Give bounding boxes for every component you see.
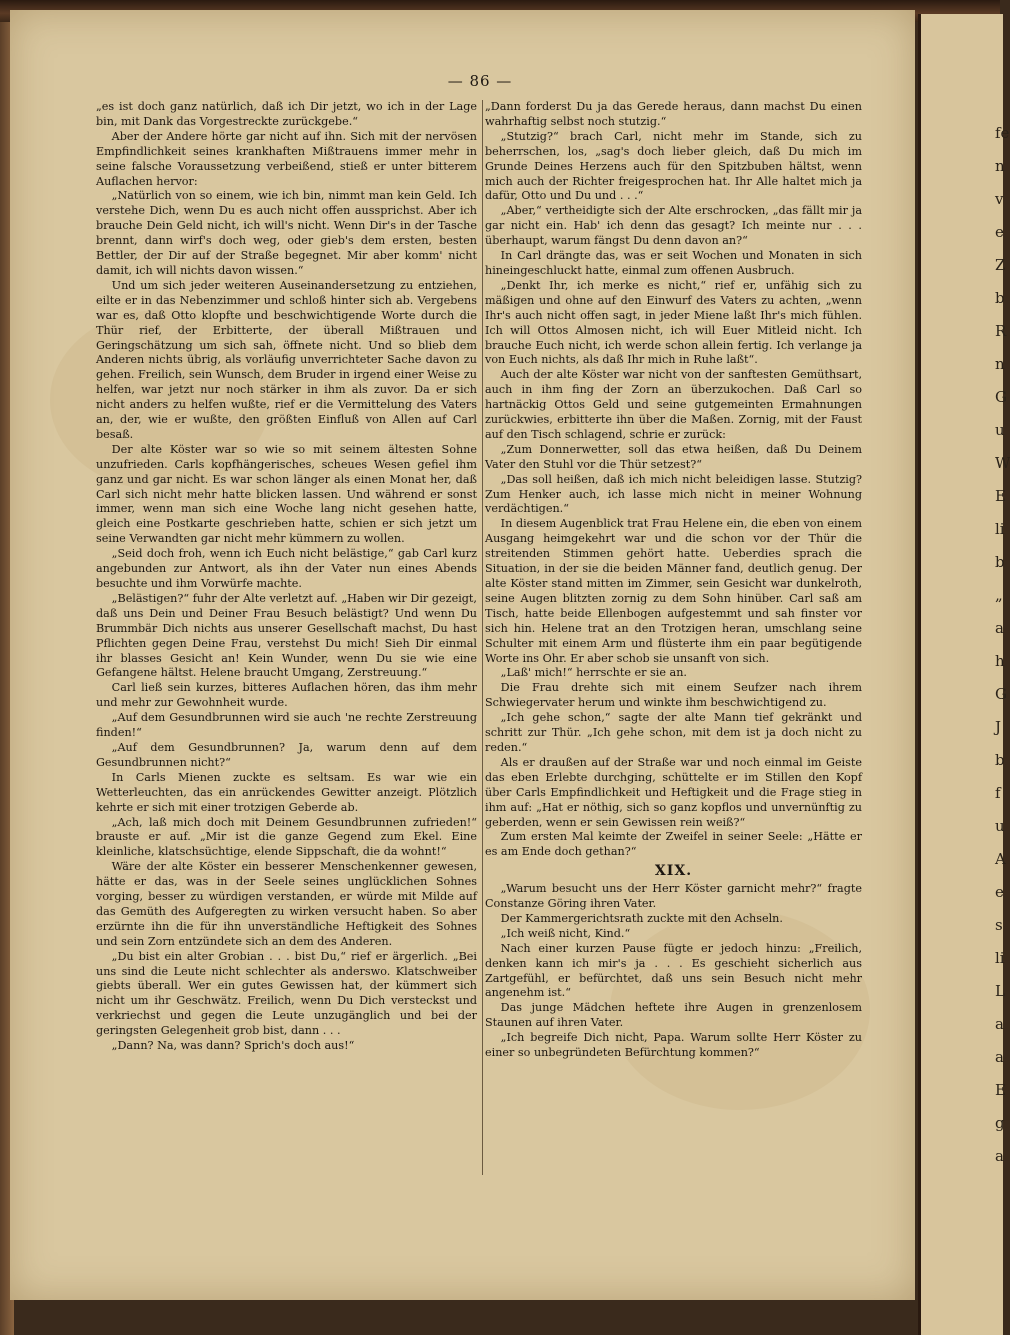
paragraph: „Ich gehe schon,“ sagte der alte Mann tief gekränkt und schritt zur Thür. „Ich gehe schon, mit dem ist ja doch nicht zu reden.“ [485,711,862,754]
paragraph: „es ist doch ganz natürlich, daß ich Dir jetzt, wo ich in der Lage bin, mit Dank das Vorgestreckte zurückgebe.“ [96,100,477,128]
next-page-text-fragment: e [995,883,1004,901]
next-page-text-fragment: J [995,718,1002,736]
paragraph: Wäre der alte Köster ein besserer Menschenkenner gewesen, hätte er das, was in der Seele seines unglücklichen Sohnes vorging, besser zu würdigen verstanden, er würde mit Milde auf das Gemüth des Aufgeregten zu wirken versucht haben. So aber erzürnte ihn die für ihn unverständliche Heftigkeit des Sohnes und sein Zorn entzündete sich an dem des Anderen. [96,860,477,948]
paragraph: „Aber,“ vertheidigte sich der Alte erschrocken, „das fällt mir ja gar nicht ein. Hab' ich denn das gesagt? Ich meinte nur . . . überhaupt, warum fängst Du denn davon an?“ [485,204,862,248]
next-page-text-fragment: a [995,619,1004,637]
text-column-right [485,100,862,1175]
next-page-text-fragment: fe [995,124,1010,142]
paragraph: „Seid doch froh, wenn ich Euch nicht belästige,“ gab Carl kurz angebunden zur Antwort, als ihn der Vater nun eines Abends besuchte und ihm Vorwürfe machte. [96,547,477,590]
paragraph: „Dann forderst Du ja das Gerede heraus, dann machst Du einen wahrhaftig selbst noch stutzig.“ [485,100,862,128]
paragraph: Carl ließ sein kurzes, bitteres Auflachen hören, das ihm mehr und mehr zur Gewohnheit wurde. [96,681,477,710]
paragraph: In diesem Augenblick trat Frau Helene ein, die eben von einem Ausgang heimgekehrt war und die schon vor der Thür die streitenden Stimmen gehört hatte. Ueberdies sprach die Situation, in der sie die beiden Männer fand, deutlich genug. Der alte Köster stand mitten im Zimmer, sein Gesicht war dunkelroth, seine Augen blitzten zornig zu dem Sohn hinüber. Carl saß am Tisch, hatte beide Ellenbogen aufgestemmt und sah finster vor sich hin. Helene trat an den Trotzigen heran, umschlang seine Schulter mit einem Arm und flüsterte ihm ein paar begütigende Worte ins Ohr. Er aber schob sie unsanft von sich. [485,517,862,665]
next-page-text-fragment: b [995,751,1005,769]
next-page-text-fragment: Z [995,256,1006,274]
next-page-text-fragment: R [995,322,1007,340]
next-page-text-fragment: e [995,223,1004,241]
next-page-text-fragment: E [995,487,1006,505]
next-page-text-fragment: a [995,1015,1004,1033]
paragraph: „Natürlich von so einem, wie ich bin, nimmt man kein Geld. Ich verstehe Dich, wenn Du es auch nicht offen aussprichst. Aber ich brauche Dein Geld nicht, ich will's nicht. Wenn Dir's in der Tasche brennt, dann wirf's doch weg, oder gieb's dem ersten, besten Bettler, der Dir auf der Straße begegnet. Mir aber komm' nicht damit, ich will nichts davon wissen.“ [96,189,477,277]
next-page-text-fragment: v [995,190,1004,208]
chapter-heading: XIX. [654,863,693,880]
next-page-text-fragment: u [995,421,1005,439]
next-page-text-fragment: L [995,982,1005,1000]
next-page-text-fragment: W [995,454,1010,472]
next-page-text-fragment: n [995,157,1005,175]
next-page-text-fragment: G [995,685,1007,703]
next-page-text-fragment: A [995,850,1006,868]
paragraph: Die Frau drehte sich mit einem Seufzer nach ihrem Schwiegervater herum und winkte ihm beschwichtigend zu. [485,681,862,710]
paragraph: „Ich begreife Dich nicht, Papa. Warum sollte Herr Köster zu einer so unbegründeten Befürchtung kommen?“ [485,1031,862,1060]
next-page-text-fragment: g [995,1114,1005,1132]
next-page-text-fragment: G [995,388,1007,406]
paragraph: In Carl drängte das, was er seit Wochen und Monaten in sich hineingeschluckt hatte, einmal zum offenen Ausbruch. [485,249,862,277]
paragraph: „Du bist ein alter Grobian . . . bist Du,“ rief er ärgerlich. „Bei uns sind die Leute nicht schlechter als anderswo. Klatschweiber giebts überall. Wer ein gutes Gewissen hat, der kümmert sich nicht um ihr Geschwätz. Freilich, wenn Du Dich versteckst und verkriechst und gegen die Leute unzugänglich und bei der geringsten Gelegenheit grob bist, dann . . . [96,949,477,1038]
paragraph: Der alte Köster war so wie so mit seinem ältesten Sohne unzufrieden. Carls kopfhängerisches, scheues Wesen gefiel ihm ganz und gar nicht. Es war schon länger als einen Monat her, daß Carl sich nicht mehr hatte blicken lassen. Und während er sonst immer, wenn man sich eine Woche lang nicht gesehen hatte, gleich eine Postkarte geschrieben hatte, schien er sich jetzt um seine Verwandten gar nicht mehr kümmern zu wollen. [96,442,477,546]
next-page-text-fragment: s [995,916,1003,934]
paragraph: „Denkt Ihr, ich merke es nicht,“ rief er, unfähig sich zu mäßigen und ohne auf den Einwurf des Vaters zu achten, „wenn Ihr's auch nicht offen sagt, in jeder Miene laßt Ihr's mich fühlen. Ich will Ottos Almosen nicht, ich will Euer Mitleid nicht. Ich brauche Euch nicht, ich werde schon allein fertig. Ich verlange ja von Euch nichts, als daß Ihr mich in Ruhe laßt“. [485,278,862,367]
paragraph: Nach einer kurzen Pause fügte er jedoch hinzu: „Freilich, denken kann ich mir's ja . . . Es geschieht sicherlich aus Zartgefühl, er befürchtet, daß uns sein Besuch nicht mehr angenehm ist.“ [485,941,862,1000]
next-page-text-fragment: a [995,1147,1004,1165]
next-page-text-fragment: li [995,520,1005,538]
paragraph: „Laß' mich!“ herrschte er sie an. [500,666,687,680]
paragraph: „Zum Donnerwetter, soll das etwa heißen, daß Du Deinem Vater den Stuhl vor die Thür setzest?“ [485,442,862,471]
paragraph: „Warum besucht uns der Herr Köster garnicht mehr?“ fragte Constanze Göring ihren Vater. [485,882,862,911]
next-page-text-fragment: h [995,652,1005,670]
paragraph: „Auf dem Gesundbrunnen wird sie auch 'ne rechte Zerstreuung finden!“ [96,711,477,740]
paragraph: Aber der Andere hörte gar nicht auf ihn. Sich mit der nervösen Empfindlichkeit seines krankhaften Mißtrauens immer mehr in seine falsche Voraussetzung verbeißend, stieß er unter bitterem Auflachen hervor: [96,129,477,188]
page-number: — 86 — [447,72,513,90]
next-page-text-fragment: li [995,949,1005,967]
paragraph: Der Kammergerichtsrath zuckte mit den Achseln. [500,911,783,925]
paragraph: „Stutzig?“ brach Carl, nicht mehr im Stande, sich zu beherrschen, los, „sag's doch lieber gleich, daß Du mich im Grunde Deines Herzens auch für den Spitzbuben hältst, wenn mich auch der Richter freigesprochen hat. Ihr Alle haltet mich ja dafür, Otto und Du und . . .“ [485,129,862,203]
next-page-text-fragment: b [995,553,1005,571]
paragraph: „Das soll heißen, daß ich mich nicht beleidigen lasse. Stutzig? Zum Henker auch, ich lasse mich nicht in meiner Wohnung verdächtigen.“ [485,472,862,516]
paragraph: „Ich weiß nicht, Kind.“ [500,926,631,940]
next-page-text-fragment: n [995,355,1005,373]
paragraph: „Auf dem Gesundbrunnen? Ja, warum denn auf dem Gesundbrunnen nicht?“ [96,740,477,769]
paragraph: In Carls Mienen zuckte es seltsam. Es war wie ein Wetterleuchten, das ein anrückendes Gewitter anzeigt. Plötzlich kehrte er sich mit einer trotzigen Geberde ab. [96,770,477,814]
adjacent-page-edge [918,14,1010,1335]
paragraph: Auch der alte Köster war nicht von der sanftesten Gemüthsart, auch in ihm fing der Zorn an überzukochen. Daß Carl so hartnäckig Ottos Geld und seine gutgemeinten Ermahnungen zurückwies, erbitterte ihn über die Maßen. Zornig, mit der Faust auf den Tisch schlagend, schrie er zurück: [485,368,862,441]
paragraph: Und um sich jeder weiteren Auseinandersetzung zu entziehen, eilte er in das Nebenzimmer und schloß hinter sich ab. Vergebens war es, daß Otto klopfte und beschwichtigende Worte durch die Thür rief, der Erbitterte, der überall Mißtrauen und Geringschätzung um sich sah, öffnete nicht. Und so blieb dem Anderen nichts übrig, als vorläufig unverrichteter Sache davon zu gehen. Freilich, sein Wunsch, dem Bruder in irgend einer Weise zu helfen, war jetzt nur noch stärker in ihm als zuvor. Da er sich nicht anders zu helfen wußte, rief er die Vermittelung des Vaters an, der, wie er wußte, den größten Einfluß von Allen auf Carl besaß. [96,278,477,441]
paragraph: Zum ersten Mal keimte der Zweifel in seiner Seele: „Hätte er es am Ende doch gethan?“ [485,830,862,859]
column-divider [482,100,483,1175]
paragraph: „Belästigen?“ fuhr der Alte verletzt auf. „Haben wir Dir gezeigt, daß uns Dein und Deiner Frau Besuch belästigt? Und wenn Du Brummbär Dich nichts aus unserer Gesellschaft machst, Du hast Pflichten gegen Deine Frau, verstehst Du mich! Sieh Dir einmal ihr blasses Gesicht an! Kein Wunder, wenn Du sie wie eine Gefangene hältst. Helene braucht Umgang, Zerstreuung.“ [96,591,477,680]
text-column-left [96,100,477,1175]
next-page-text-fragment: f [995,784,1001,802]
paragraph: „Ach, laß mich doch mit Deinem Gesundbrunnen zufrieden!“ brauste er auf. „Mir ist die ganze Gegend zum Ekel. Eine kleinliche, klatschsüchtige, elende Sippschaft, die da wohnt!“ [96,815,477,859]
paragraph: Das junge Mädchen heftete ihre Augen in grenzenlosem Staunen auf ihren Vater. [485,1001,862,1030]
next-page-text-fragment: E [995,1081,1006,1099]
next-page-text-fragment: a [995,1048,1004,1066]
next-page-text-fragment: „ [995,586,1003,604]
next-page-text-fragment: b [995,289,1005,307]
paragraph: Als er draußen auf der Straße war und noch einmal im Geiste das eben Erlebte durchging, schüttelte er im Stillen den Kopf über Carls Empfindlichkeit und Heftigkeit und die Frage stieg in ihm auf: „Hat er nöthig, sich so ganz kopflos und unvernünftig zu geberden, wenn er sein Gewissen rein weiß?“ [485,755,862,829]
paragraph: „Dann? Na, was dann? Sprich's doch aus!“ [111,1039,355,1053]
next-page-text-fragment: u [995,817,1005,835]
